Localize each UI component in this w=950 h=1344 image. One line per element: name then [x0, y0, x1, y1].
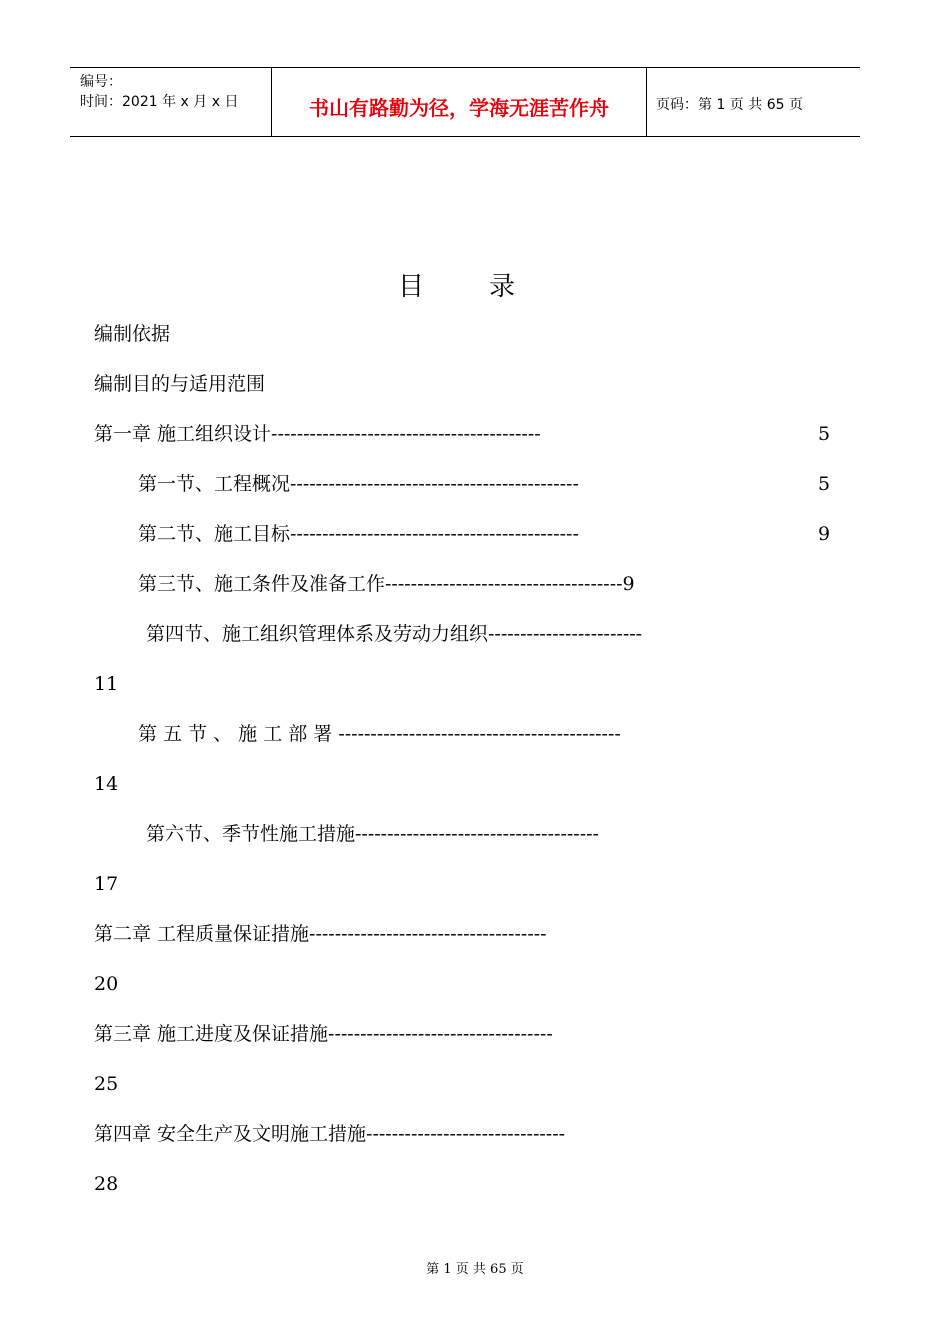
toc-entry: 第三章 施工进度及保证措施-----------------------------------	[94, 1023, 553, 1045]
toc-page-number: 28	[94, 1173, 119, 1195]
header-page-cell	[646, 68, 860, 136]
toc-page-number: 11	[94, 673, 119, 695]
toc-page-number: 20	[94, 973, 119, 995]
page-header	[70, 67, 860, 137]
toc-page-number: 17	[94, 873, 119, 895]
toc-page-number: 5	[818, 423, 831, 445]
page-footer: 第 1 页 共 65 页	[426, 1262, 524, 1277]
toc-entry: 第四章 安全生产及文明施工措施-------------------------------	[94, 1123, 566, 1145]
toc-entry: 第一章 施工组织设计------------------------------------------	[94, 423, 541, 445]
toc-entry: 第四节、施工组织管理体系及劳动力组织------------------------	[146, 623, 643, 645]
document-date: 时间：2021 年 x 月 x 日	[80, 94, 239, 110]
document-number-label: 编号：	[80, 74, 122, 90]
header-info-cell	[70, 68, 271, 136]
toc-entry: 第 五 节 、 施 工 部 署 --------------------------------------------	[138, 723, 621, 745]
toc-entry: 第一节、工程概况---------------------------------------------	[138, 473, 579, 495]
toc-entry: 第二章 工程质量保证措施-------------------------------------	[94, 923, 547, 945]
toc-page-number: 5	[818, 473, 831, 495]
toc-entry: 第六节、季节性施工措施--------------------------------------	[146, 823, 599, 845]
toc-entry: 第三节、施工条件及准备工作-------------------------------------9	[138, 573, 635, 595]
toc-title: 目录	[398, 272, 581, 302]
header-motto: 书山有路勤为径，学海无涯苦作舟	[309, 96, 609, 120]
toc-page-number: 9	[818, 523, 831, 545]
toc-entry: 第二节、施工目标---------------------------------------------	[138, 523, 579, 545]
toc-page-number: 14	[94, 773, 119, 795]
toc-entry: 编制依据	[94, 323, 171, 345]
toc-entry: 编制目的与适用范围	[94, 373, 266, 395]
header-motto-cell	[271, 68, 647, 136]
toc-page-number: 25	[94, 1073, 119, 1095]
header-page-number: 页码：第 1 页 共 65 页	[656, 97, 803, 113]
